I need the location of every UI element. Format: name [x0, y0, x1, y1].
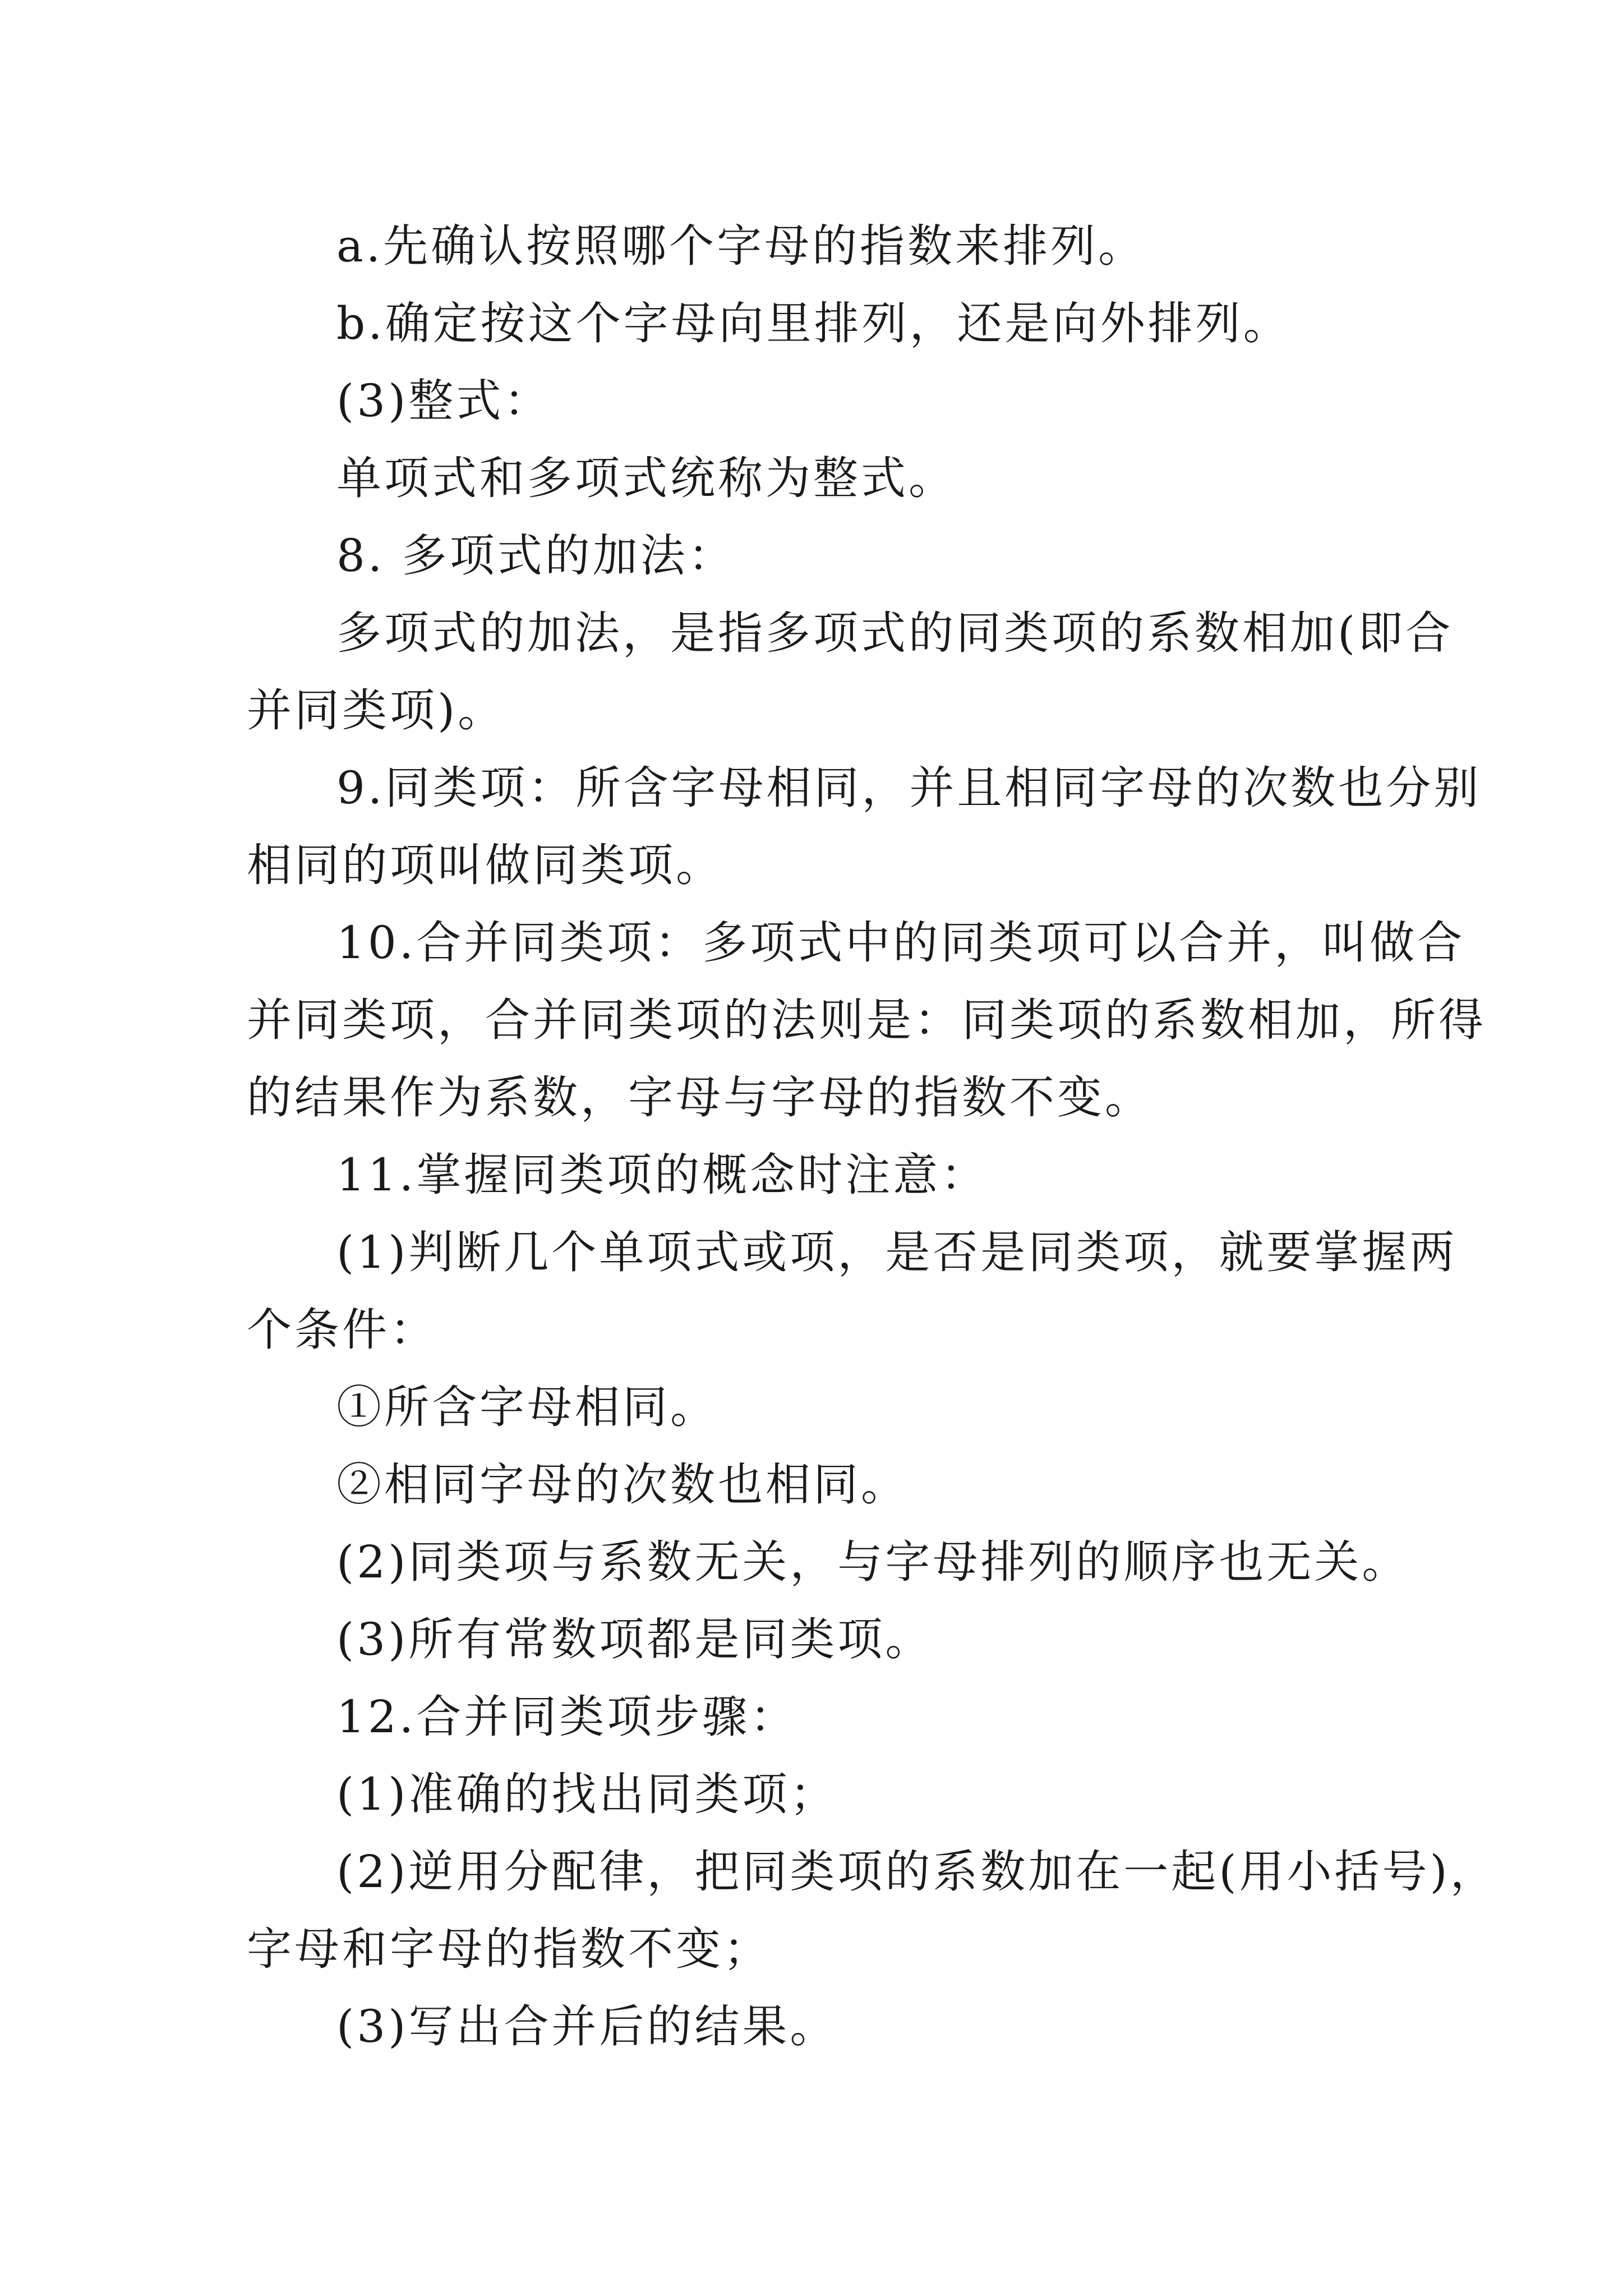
text-line: (3)写出合并后的结果。 — [336, 2000, 838, 2053]
text-line: (1)准确的找出同类项； — [336, 1768, 838, 1820]
section-heading: 11.掌握同类项的概念时注意： — [336, 1149, 989, 1201]
text-line: ①所含字母相同。 — [336, 1381, 718, 1433]
text-line: b.确定按这个字母向里排列，还是向外排列。 — [336, 297, 1291, 349]
text-line: 多项式的加法，是指多项式的同类项的系数相加(即合 — [336, 607, 1454, 659]
text-line: 个条件： — [247, 1304, 437, 1356]
section-heading: 12.合并同类项步骤： — [336, 1691, 798, 1743]
text-line: (1)判断几个单项式或项，是否是同类项，就要掌握两 — [336, 1226, 1458, 1278]
text-line: 字母和字母的指数不变； — [247, 1923, 771, 1975]
text-line: ②相同字母的次数也相同。 — [336, 1458, 909, 1511]
text-line: 相同的项叫做同类项。 — [247, 839, 723, 891]
text-line: 10.合并同类项：多项式中的同类项可以合并，叫做合 — [336, 917, 1465, 969]
text-line: a.先确认按照哪个字母的指数来排列。 — [336, 220, 1146, 272]
section-heading: 8. 多项式的加法： — [336, 530, 736, 582]
text-line: 单项式和多项式统称为整式。 — [336, 452, 956, 504]
text-line: 的结果作为系数，字母与字母的指数不变。 — [247, 1071, 1152, 1124]
document-body — [247, 208, 1498, 2065]
text-line: 并同类项)。 — [247, 684, 506, 737]
text-line: (3)整式： — [336, 375, 552, 427]
text-line: (2)逆用分配律，把同类项的系数加在一起(用小括号)， — [336, 1846, 1498, 1898]
text-line: (2)同类项与系数无关，与字母排列的顺序也无关。 — [336, 1536, 1410, 1588]
text-line: 9.同类项：所含字母相同，并且相同字母的次数也分别 — [336, 762, 1482, 814]
text-line: 并同类项，合并同类项的法则是：同类项的系数相加，所得 — [247, 994, 1486, 1046]
text-line: (3)所有常数项都是同类项。 — [336, 1613, 933, 1665]
